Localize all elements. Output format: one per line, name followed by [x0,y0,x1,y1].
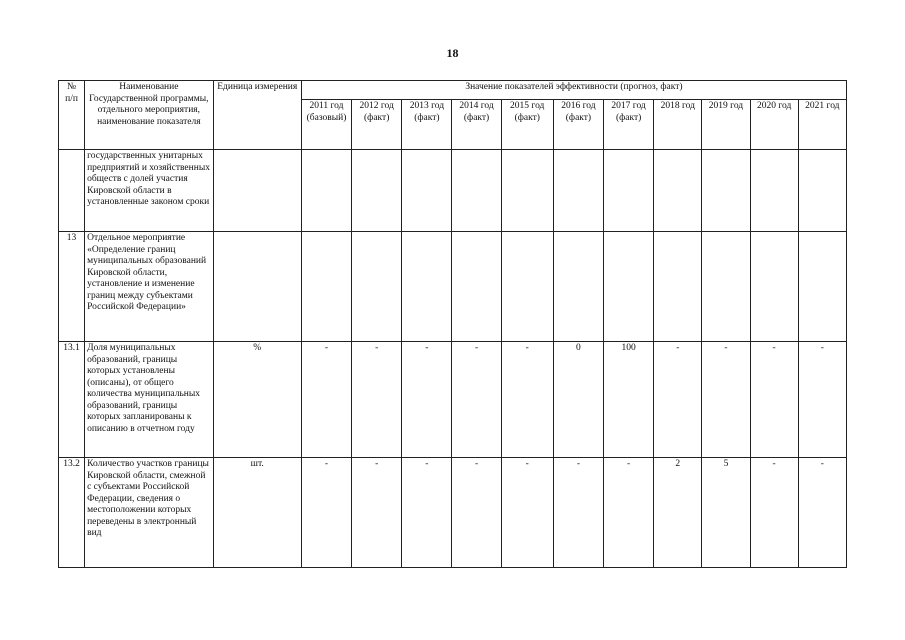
row-value: - [750,342,798,458]
header-year: 2018 год [654,100,702,150]
row-value [301,232,351,342]
row-value: - [702,342,750,458]
row-value [702,150,750,232]
row-name: Отдельное мероприятие «Определение границ муниципальных образований Кировской области, установление и изменение границ между субъектами Российской Федерации» [85,232,213,342]
row-value: - [452,458,501,568]
row-number: 13 [59,232,85,342]
row-value [604,232,654,342]
indicators-table [58,80,847,568]
header-year: 2019 год [702,100,750,150]
header-group-title: Значение показателей эффективности (прогноз, факт) [301,81,846,100]
header-num: № п/п [59,81,85,150]
row-value: - [654,342,702,458]
row-value [501,232,553,342]
row-value: - [301,342,351,458]
row-value [501,150,553,232]
header-year: 2011 год (базовый) [301,100,351,150]
row-number: 13.2 [59,458,85,568]
row-value: - [352,458,402,568]
row-name: Количество участков границы Кировской области, смежной с субъектами Российской Федерации, сведения о местоположении которых переведены в электронный вид [85,458,213,568]
header-year: 2020 год [750,100,798,150]
row-value [402,150,452,232]
header-year: 2012 год (факт) [352,100,402,150]
header-unit: Единица измерения [213,81,301,150]
row-value [452,150,501,232]
row-value: 2 [654,458,702,568]
row-value [702,232,750,342]
table-row [59,150,847,232]
row-name: Доля муниципальных образований, границы которых установлены (описаны), от общего количества муниципальных образований, границы которых запланированы к описанию в отчетном году [85,342,213,458]
row-value: 0 [553,342,603,458]
row-unit: шт. [213,458,301,568]
row-value: 5 [702,458,750,568]
row-value [750,232,798,342]
row-value [798,232,846,342]
row-name: государственных унитарных предприятий и хозяйственных обществ с долей участия Кировской области в установленные законом сроки [85,150,213,232]
header-year: 2014 год (факт) [452,100,501,150]
row-value [352,150,402,232]
page-number: 18 [446,46,459,60]
header-year: 2015 год (факт) [501,100,553,150]
row-value [301,150,351,232]
row-value [604,150,654,232]
row-unit [213,232,301,342]
row-value: - [501,342,553,458]
row-value: - [604,458,654,568]
row-number [59,150,85,232]
row-value: - [798,458,846,568]
row-value [654,150,702,232]
row-value [654,232,702,342]
row-value: - [402,458,452,568]
header-name: Наименование Государственной программы, отдельного мероприятия, наименование показателя [85,81,213,150]
row-value: - [750,458,798,568]
header-row-1 [59,81,847,100]
row-value: - [402,342,452,458]
row-number: 13.1 [59,342,85,458]
header-year: 2021 год [798,100,846,150]
row-value: - [501,458,553,568]
row-value [402,232,452,342]
table-row [59,232,847,342]
row-unit: % [213,342,301,458]
row-value [352,232,402,342]
table-body [59,150,847,568]
row-value [553,232,603,342]
header-year: 2013 год (факт) [402,100,452,150]
table-row [59,342,847,458]
row-value: - [798,342,846,458]
row-value [553,150,603,232]
table-row [59,458,847,568]
row-value: 100 [604,342,654,458]
row-value [750,150,798,232]
header-year: 2017 год (факт) [604,100,654,150]
row-value: - [452,342,501,458]
row-value [798,150,846,232]
row-value: - [352,342,402,458]
row-value [452,232,501,342]
header-year: 2016 год (факт) [553,100,603,150]
row-value: - [553,458,603,568]
row-value: - [301,458,351,568]
row-unit [213,150,301,232]
